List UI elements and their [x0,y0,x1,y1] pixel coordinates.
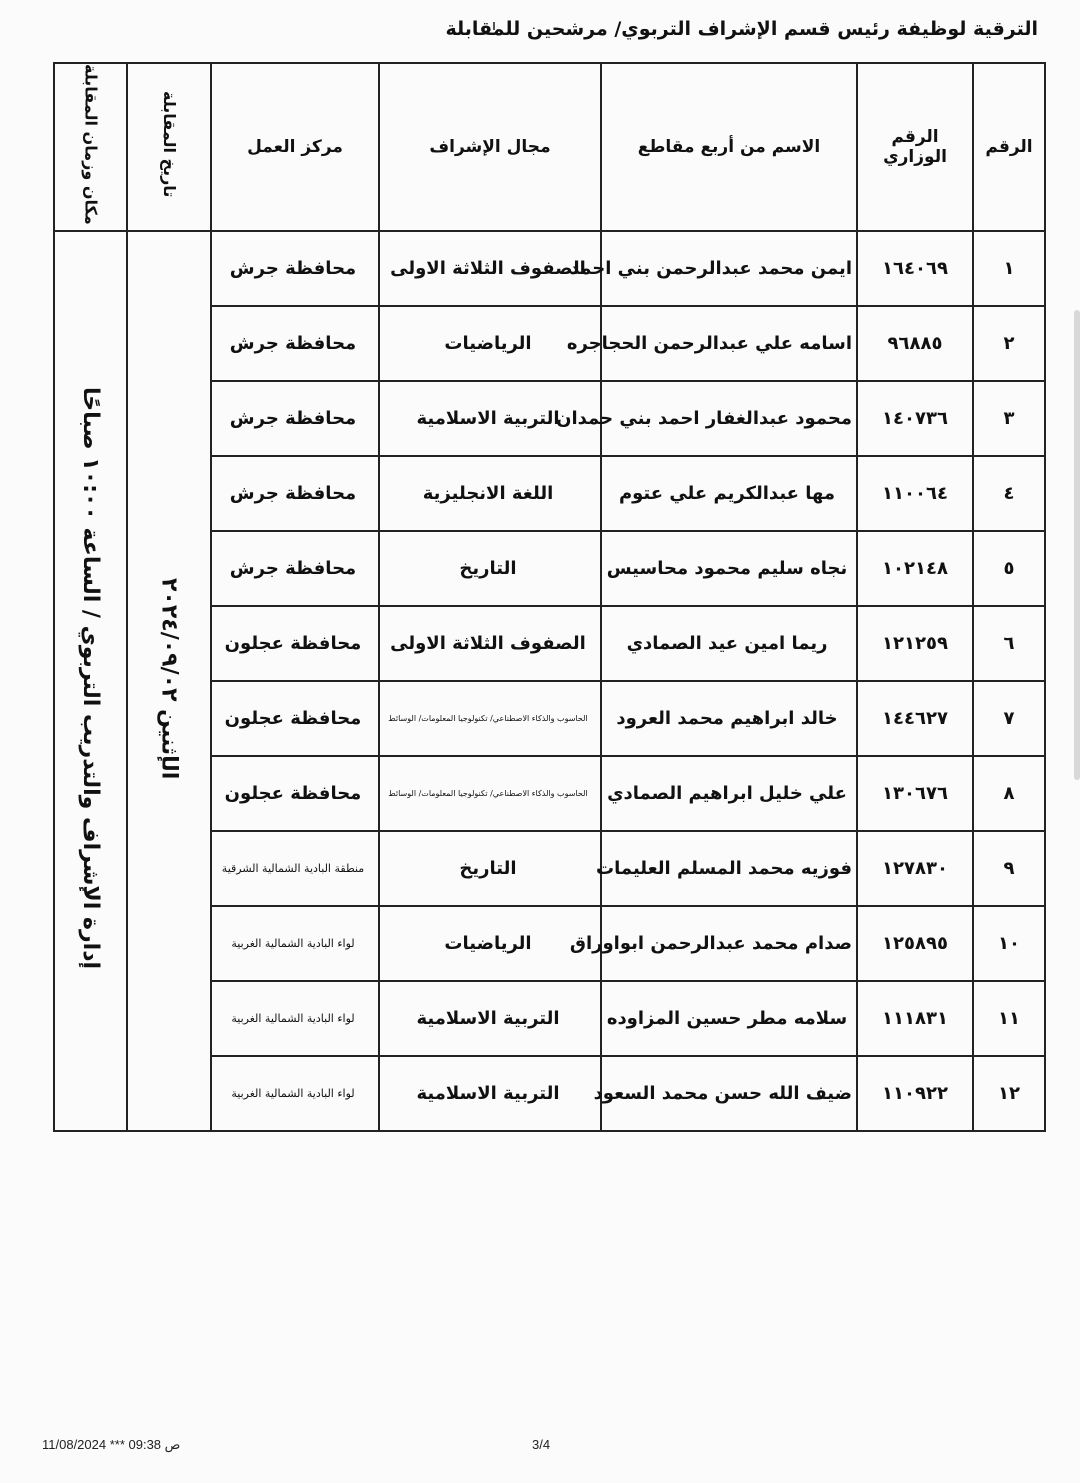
row-name: مها عبدالكريم علي عتوم [601,456,857,531]
row-work-center: محافظة جرش [211,306,379,381]
interview-date: الإثنين ٢٠٢٤/٠٩/٠٢ [156,577,182,779]
row-work-center: لواء البادية الشمالية الغربية [211,1056,379,1131]
footer-page-number: 3/4 [532,1437,551,1452]
header-national-id: الرقم الوزاري [857,63,973,231]
row-name: سلامه مطر حسين المزاوده [601,981,857,1056]
row-field: الرياضيات [379,906,601,981]
row-work-center: منطقة البادية الشمالية الشرقية [211,831,379,906]
row-name: ريما امين عيد الصمادي [601,606,857,681]
header-work-center: مركز العمل [211,63,379,231]
row-num: ٦ [973,606,1045,681]
table-row [54,231,1045,306]
row-national-id: ١١١٨٣١ [857,981,973,1056]
row-name: فوزيه محمد المسلم العليمات [601,831,857,906]
row-field: اللغة الانجليزية [379,456,601,531]
row-name: نجاه سليم محمود محاسيس [601,531,857,606]
row-field: الحاسوب والذكاء الاصطناعي/ تكنولوجيا المعلومات/ الوسائط [379,681,601,756]
row-name: ضيف الله حسن محمد السعود [601,1056,857,1131]
interview-date-cell [127,231,211,1131]
row-num: ٢ [973,306,1045,381]
row-work-center: محافظة جرش [211,456,379,531]
row-field: الرياضيات [379,306,601,381]
row-field: التاريخ [379,531,601,606]
row-national-id: ١٠٢١٤٨ [857,531,973,606]
row-work-center: محافظة جرش [211,531,379,606]
row-national-id: ١٢٧٨٣٠ [857,831,973,906]
row-num: ١٠ [973,906,1045,981]
header-interview-place: مكان وزمان المقابلة [54,63,127,231]
row-num: ١١ [973,981,1045,1056]
row-work-center: محافظة عجلون [211,681,379,756]
table-header-row [54,63,1045,231]
row-work-center: محافظة جرش [211,381,379,456]
row-work-center: لواء البادية الشمالية الغربية [211,981,379,1056]
row-name: ايمن محمد عبدالرحمن بني احمد [601,231,857,306]
row-num: ٤ [973,456,1045,531]
row-work-center: محافظة عجلون [211,606,379,681]
row-name: صدام محمد عبدالرحمن ابواوراق [601,906,857,981]
row-num: ٧ [973,681,1045,756]
row-name: علي خليل ابراهيم الصمادي [601,756,857,831]
row-num: ٣ [973,381,1045,456]
row-field: التربية الاسلامية [379,1056,601,1131]
interview-place-cell [54,231,127,1131]
header-name: الاسم من أربع مقاطع [601,63,857,231]
row-national-id: ١١٠٩٢٢ [857,1056,973,1131]
row-field: التربية الاسلامية [379,381,601,456]
scrollbar[interactable] [1074,310,1080,780]
row-national-id: ١٤٠٧٣٦ [857,381,973,456]
row-national-id: ١٢٥٨٩٥ [857,906,973,981]
header-field: مجال الإشراف [379,63,601,231]
header-interview-date: تاريخ المقابلة [127,63,211,231]
row-num: ٥ [973,531,1045,606]
row-national-id: ١٣٠٦٧٦ [857,756,973,831]
row-national-id: ١٦٤٠٦٩ [857,231,973,306]
row-national-id: ١٤٤٦٢٧ [857,681,973,756]
row-national-id: ١٢١٢٥٩ [857,606,973,681]
interview-place: إدارة الإشراف والتدريب التربوي / الساعة ١٠:٠٠ صباحًا [78,387,103,970]
row-field: الصفوف الثلاثة الاولى [379,231,601,306]
row-work-center: محافظة جرش [211,231,379,306]
row-num: ٩ [973,831,1045,906]
footer-timestamp: 11/08/2024 *** 09:38 ص [42,1437,181,1452]
row-num: ١ [973,231,1045,306]
row-national-id: ٩٦٨٨٥ [857,306,973,381]
row-work-center: لواء البادية الشمالية الغربية [211,906,379,981]
row-field: الحاسوب والذكاء الاصطناعي/ تكنولوجيا المعلومات/ الوسائط [379,756,601,831]
row-field: الصفوف الثلاثة الاولى [379,606,601,681]
row-name: خالد ابراهيم محمد العرود [601,681,857,756]
row-num: ١٢ [973,1056,1045,1131]
row-field: التاريخ [379,831,601,906]
row-name: اسامه علي عبدالرحمن الحجاجره [601,306,857,381]
row-name: محمود عبدالغفار احمد بني حمدان [601,381,857,456]
page-title: الترقية لوظيفة رئيس قسم الإشراف التربوي/ مرشحين للمقابلة [445,18,1038,40]
row-national-id: ١١٠٠٦٤ [857,456,973,531]
row-num: ٨ [973,756,1045,831]
header-num: الرقم [973,63,1045,231]
row-work-center: محافظة عجلون [211,756,379,831]
row-field: التربية الاسلامية [379,981,601,1056]
candidates-table [53,62,1046,1132]
